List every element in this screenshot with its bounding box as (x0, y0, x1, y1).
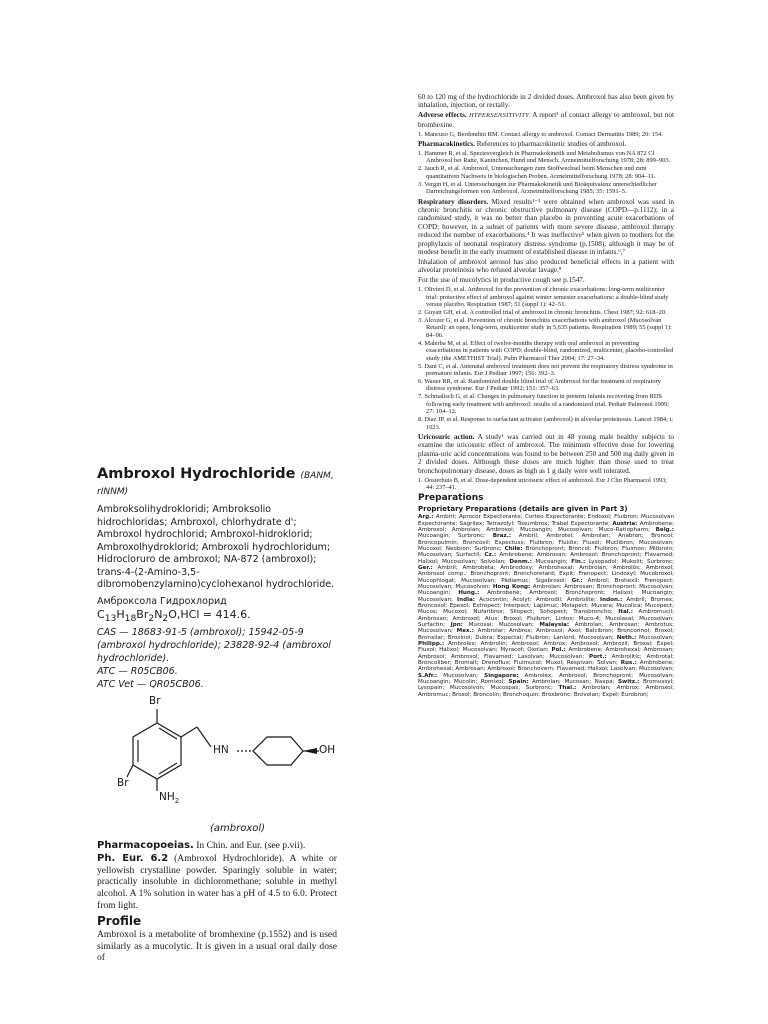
country-label: Thai.: (558, 685, 577, 692)
brand-names: Ambrobene; Ambrosan; Ambroxol; Bronchopront; Flavamed; Halixol; Mucosolvan; Solvolan; (418, 552, 674, 565)
reference-item: 3. Alcozer G, et al. Prevention of chronic bronchitis exacerbations with ambroxol (Mucosolvan Retard): an open, long-term, multicenter study in 5,635 patients. Respiration 1989; 55 (suppl 1): 84–96. (418, 316, 672, 339)
country-label: Chile: (504, 545, 523, 552)
brand-names: Lysopadol; Mukolit; Surbronc; (585, 558, 674, 565)
brand-names: Ambrolan; Ambrosan; Bronchopront; Mucosolvan; Mucoangin; (418, 583, 674, 597)
uric-heading: Uricosuric action. (418, 433, 475, 441)
left-column (97, 466, 337, 966)
reference-item: 5. Dani C, et al. Antenatal ambroxol treatment does not prevent the respiratory distress syndrome in premature infants. Eur J Pediatr 1997; 156: 392–3. (418, 362, 673, 377)
adverse-subheading: HYPERSENSITIVITY. (468, 112, 531, 120)
brand-names: Ambril; Bromex; Broncoxol; Epexol; Extropect; Interpect; Lapimuc; Molapect; Mucera; Mucolica; Mucopect; Mucos; Mucoxol; Nufaribrox; Silopect; Sohopect; Transbroncho; (418, 596, 674, 616)
uric-references (418, 477, 674, 492)
br-top-label: Br (149, 694, 161, 707)
brand-names: Ambromucil; Ambrosan; Ambroxol; Atus; Broxol; Fluibron; Lintos; Muco-4; Mucolasal; Mucosolvan; Surfactin; (418, 609, 674, 628)
pharmacokinetics-paragraph (418, 140, 674, 148)
country-label: India: (457, 596, 476, 603)
brand-names: Bronchopront; Broncol; Fluibron; Fluimon; Mitbroin; Mucosolvan; Surfactil; (418, 545, 674, 559)
brand-names: Ambrit; Aprocor Expectorante; Corteo Expectorante; Endoxol; Fluibron; Mucosolvan Expectorante; Sagrilex; Tetrazolyl; Tosumbrox; Trabel Expectorante; (418, 514, 674, 527)
adverse-text: A report¹ of contact allergy to ambroxol, but not bromhexine. (418, 111, 674, 129)
adverse-effects-paragraph (418, 111, 674, 129)
reference-item: 7. Schmalisch G, et al. Changes in pulmonary function in preterm infants recovering from RDS following early treatment with ambroxol: results of a randomized trial. Pediatr Pulmonol 1999; 27: 104–12. (418, 393, 669, 416)
reference-item: 2. Guyatt GH, et al. A controlled trial of ambroxol in chronic bronchitis. Chest 1987; 92: 618–20. (418, 308, 667, 316)
right-column (418, 93, 674, 700)
brand-names: Ambrolan; Ambrosan; Ambrotus; Mucosolvan; (418, 622, 674, 635)
adverse-heading: Adverse effects. (418, 111, 467, 120)
country-label: Ital.: (618, 609, 634, 616)
country-label: Braz.: (492, 533, 512, 540)
pharmacopoeias-paragraph (97, 840, 337, 852)
country-label: Fin.: (571, 558, 586, 565)
country-label: Ger.: (418, 564, 433, 571)
atc-code: ATC — R05CB06. (97, 665, 178, 677)
pharmacopoeias-heading: Pharmacopoeias. (97, 839, 194, 851)
reference-item: 4. Malerba M, et al. Effect of twelve-months therapy with oral ambroxol in preventing exacerbations in patients with COPD: double-blind, randomized, multicenter, placebo-controlled study (the AMETHIST Trial). Pulm Pharmacol Ther 2004; 17: 27–34. (418, 339, 674, 362)
inhalation-paragraph: Inhalation of ambroxol aerosol has also produced beneficial effects in a patient with alveolar proteinosis who refused alveolar lavage.⁸ (418, 257, 674, 275)
brand-names: Ambrol; Brohexil; Frenopect; Mucosolvan; Mucosolvon; (418, 577, 674, 590)
preparations-heading: Preparations (418, 493, 484, 504)
title-sources: (BANM, rINNM) (97, 471, 334, 497)
country-label: Austria: (612, 520, 638, 527)
country-label: Jpn: (450, 622, 463, 628)
country-label: Singapore: (484, 672, 519, 679)
brand-names: Ambrobene; Ambroxol; Ambrolan; Ambroxol; Mucoangin; Mucosolvan; Muco-Ratiopharm; (418, 520, 674, 533)
profile-text: Ambroxol is a metabolite of bromhexine (p.1552) and is used similarly as a mucolytic. It is given in a usual oral daily dose of (97, 929, 337, 964)
reference-item: 1. Hammer R, et al. Speziesvergleich in Pharmakokinetik und Metabolismus von NA 872 Cl Ambroxol bei Ratte, Kaninchen, Hund und Mensch. Arzneimittelforschung 1978; 28: 899–903. (418, 149, 671, 165)
country-label: Pol.: (551, 647, 566, 654)
russian-name: Амброксола Гидрохлорид (97, 595, 227, 607)
pharmacopoeias-text: In Chin. and Eur. (see p.vii). (193, 839, 306, 851)
brand-names: Ambrobene; Ambroxol; Bronchopront; Halixol; Mucoangin; Mucosolvan; (418, 590, 674, 603)
reference-item: 8. Diaz JP, et al. Response to surfactant activator (ambroxol) in alveolar proteinosis. Lancet 1984; i: 1023. (418, 416, 674, 431)
uricosuric-paragraph (418, 433, 674, 475)
reference-item: 2. Jauch R, et al. Ambroxol, Untersuchungen zum Stoffwechsel beim Menschen und zum quantitativen Nachweis in biologischen Proben. Arzneimittelforschung 1978; 28: 904–11. (418, 165, 656, 180)
ph-eur-paragraph (97, 853, 337, 911)
brand-names: Ambrolar; Ambrox; Ambroxol; Axol; Balcibron; Broncorinol; Broxol; Bronxilar; Broxinol; Dubra; Expectal; Fluibron; Lanlord; Mucosolvan; (418, 628, 674, 641)
country-label: Port.: (589, 653, 607, 660)
brand-names: Bromussyl; Lysopain; Mucosolvon; Mucospas; Surbronc; (418, 679, 674, 692)
proprietary-subheading: Proprietary Preparations (details are given in Part 3) (418, 504, 628, 513)
reference-item: 1. Oosterhuis B, et al. Dose-dependent uricosuric effect of ambroxol. Eur J Clin Pharmacol 1993; 44: 237–41. (418, 476, 668, 491)
pk-heading: Pharmacokinetics. (418, 140, 475, 149)
country-label: Rus.: (620, 660, 637, 667)
brand-names: Mucosal; Mucosolvan; (462, 622, 540, 628)
brand-names: Mucosolvan; (636, 634, 674, 641)
country-label: Spain: (508, 679, 529, 686)
benzene-ring (133, 723, 181, 779)
structure-caption: (ambroxol) (210, 822, 266, 834)
structure-drawing (97, 695, 337, 825)
brand-names: Ambrolan; Ambrox; Ambroxol; Ambromuc; Broxol; Broncolin; Bronchoquin; Broxbronc; Brovolan; Expel; Eurobron; (418, 685, 675, 698)
reference-item: 3. Vergin H, et al. Untersuchungen zur Pharmakokinetik und Bioäquivalenz unterschiedlicher Darreichungsformen von Ambroxol. Arzneimittelforschung 1985; 35: 1591–5. (418, 180, 657, 196)
intro-text: 60 to 120 mg of the hydrochloride in 2 divided doses. Ambroxol has also been given by inhalation, injection, or rectally. (418, 93, 674, 110)
uric-text: A study¹ was carried out in 48 young male healthy subjects to examine the uricosuric effect of ambroxol. The minimum effective dose for lowering plasma-uric acid concentrations was found to be between 250 and 500 mg daily given in 2 divided doses. Although these doses are much higher than those used to treat bronchopulmonary disease, doses as high as 1 g daily were well tolerated. (418, 433, 674, 475)
cas-numbers: CAS — 18683-91-5 (ambroxol); 15942-05-9 (ambroxol hydrochloride); 23828-92-4 (ambroxol hydrochloride). (97, 626, 331, 664)
country-label: Belg.: (655, 526, 674, 533)
nh2-subscript: 2 (174, 796, 180, 805)
brand-names: Ambrobene; Ambrohexal; Ambrosan; Ambroxol; Bronchovern; Flavamed; Halixol; Lasolvan; Mucosolvan; (418, 660, 674, 673)
country-label: Philipp.: (418, 641, 445, 648)
monograph-title (97, 466, 337, 498)
country-label: Mex.: (456, 628, 474, 635)
brand-names: Ambrolitic; Ambrotal; Broncoliber; Bromalt; Drenoflux; Fluimucol; Muxol; Respivan; Solvan; (418, 653, 674, 667)
chemical-structure (97, 695, 337, 840)
country-label: Hong Kong: (492, 583, 531, 590)
nh2-label (159, 791, 179, 805)
brand-names: Ambril; Ambrobeta; Ambrodoxy; Ambrohexal; Ambrolan; Ambrolös; Ambroxol; Ambroxol comp.; Bronchopront; Bronchoretard; Expit; Frenopect; Lindoxyl; Mucobroxol; Mucophlogat; Mucosolvan; Pädiamuc; Sigabroxol; (418, 564, 674, 584)
brand-names: Ambril; Ambrotel; Ambrolan; Anabron; Broncol; Broncopulmin; Broncoxil; Expectuss; Fluibron; Fluidix; Fluxol; Muclibron; Mucosolvan; Mucoxol; Neobron; Surbronc; (418, 533, 674, 552)
resp-references (418, 286, 674, 431)
adverse-references (418, 131, 674, 138)
ph-eur-text: (Ambroxol Hydrochloride). A white or yellowish crystalline powder. Sparingly soluble in water; practically insoluble in dichloromethane; soluble in methyl alcohol. A 1% solution in water has a pH of 4.5 to 6.0. Protect from light. (97, 853, 337, 911)
brand-names: Acocontin; Acolyt; Ambrodil; Ambrolite; (475, 596, 601, 603)
brand-names: Mucoangin; (532, 558, 572, 565)
cough-paragraph: For the use of mucolytics in productive cough see p.1547. (418, 276, 585, 285)
pk-text: References to pharmacokinetic studies of ambroxol. (474, 140, 627, 149)
brand-names: Ambrobene; Ambrohexal; Ambrosan; Ambroxol; Ambrosol; Flavamed; Lasolvan; Mucosolvan; (418, 647, 675, 660)
resp-text: Mixed results¹⁻³ were obtained when ambroxol was used in chronic bronchitis or chronic obstructive pulmonary disease (COPD—p.1112); in a randomised study, it was no better than placebo in preventing acute exacerbations of COPD; however, in a subset of patients with more severe disease, ambroxol therapy reduced the number of exacerbations.⁴ It was ineffective⁵ when given to mothers for the prophylaxis of neonatal respiratory distress syndrome (p.1508), although it may be of modest benefit in the early treatment of established disease in infants.⁶,⁷ (418, 197, 674, 256)
country-label: Arg.: (418, 514, 434, 521)
proprietary-list (418, 514, 674, 698)
brand-names: Mucoangin; Surbronc; (418, 533, 493, 540)
country-label: Indon.: (600, 596, 623, 603)
country-label: S.Afr.: (418, 672, 438, 679)
country-label: Neth.: (616, 634, 637, 641)
synonyms: Ambroksolihydrokloridi; Ambroksolio hidrochloridas; Ambroxol, chlorhydrate d'; Ambroxol hydrochlorid; Ambroxol-hidroklorid; Ambroxolhydroklorid; Ambroxoli hydrochloridum; Hidrocloruro de ambroxol; NA-872 (ambroxol); trans-4-(2-Amino-3,5-dibromobenzylamino)cyclohexanol hydrochloride. (97, 504, 335, 590)
oh-label: OH (319, 743, 336, 756)
country-label: Gr.: (571, 577, 583, 584)
reference-item: 6. Wauer RR, et al. Randomized double blind trial of Ambroxol for the treatment of respiratory distress syndrome. Eur J Pediatr 1992; 151: 357–63. (418, 377, 661, 393)
title-text: Ambroxol Hydrochloride (97, 466, 296, 482)
respiratory-paragraph (418, 198, 674, 257)
ph-eur-heading: Ph. Eur. 6.2 (97, 853, 169, 865)
br-bottom-label: Br (117, 776, 129, 789)
profile-heading: Profile (97, 914, 142, 929)
brand-names: Mucosolvan; (437, 672, 485, 679)
country-label: Hung.: (458, 590, 480, 597)
brand-names: Ambrolex; Ambroxol; Bronchopront; Mucosolvan; Mucoangin; Mucolin; Romixol; (418, 672, 674, 686)
brand-names: Ambrolan; Mucosan; Naxpa; (528, 679, 618, 686)
resp-heading: Respiratory disorders. (418, 197, 489, 206)
pk-references (418, 150, 674, 196)
atc-vet-code: ATC Vet — QR05CB06. (97, 678, 204, 690)
molecular-formula: $C_{13}H_{18}Br_2N_2O,HCl = 414.6$. (97, 607, 251, 624)
country-label: Denm.: (509, 558, 533, 565)
brand-names: Ambrolex; Ambrolin; Ambrosol; Ambrox; Ambroxol; Ambrozil; Broxal; Expel; Fluxol; Halixol; Mucosolvan; Myracof; Oxolan; (418, 641, 674, 654)
country-label: Cz.: (484, 552, 497, 559)
hn-label: HN (213, 743, 229, 756)
reference-item: 1. Mancuso G, Berdondini RM. Contact allergy to ambroxol. Contact Dermatitis 1989; 20: 154. (418, 130, 663, 138)
country-label: Switz.: (618, 679, 640, 686)
country-label: Malaysia: (539, 622, 570, 628)
nh2-text: NH (159, 790, 175, 803)
cyclohexane-ring (253, 737, 303, 765)
reference-item: 1. Olivieri D, et al. Ambroxol for the prevention of chronic exacerbations: long-term multicenter trial: protective effect of ambroxol against winter semester exacerbations: a double-blind study versus placebo. Respiration 1987; 51 (suppl 1): 42–51. (418, 286, 669, 308)
